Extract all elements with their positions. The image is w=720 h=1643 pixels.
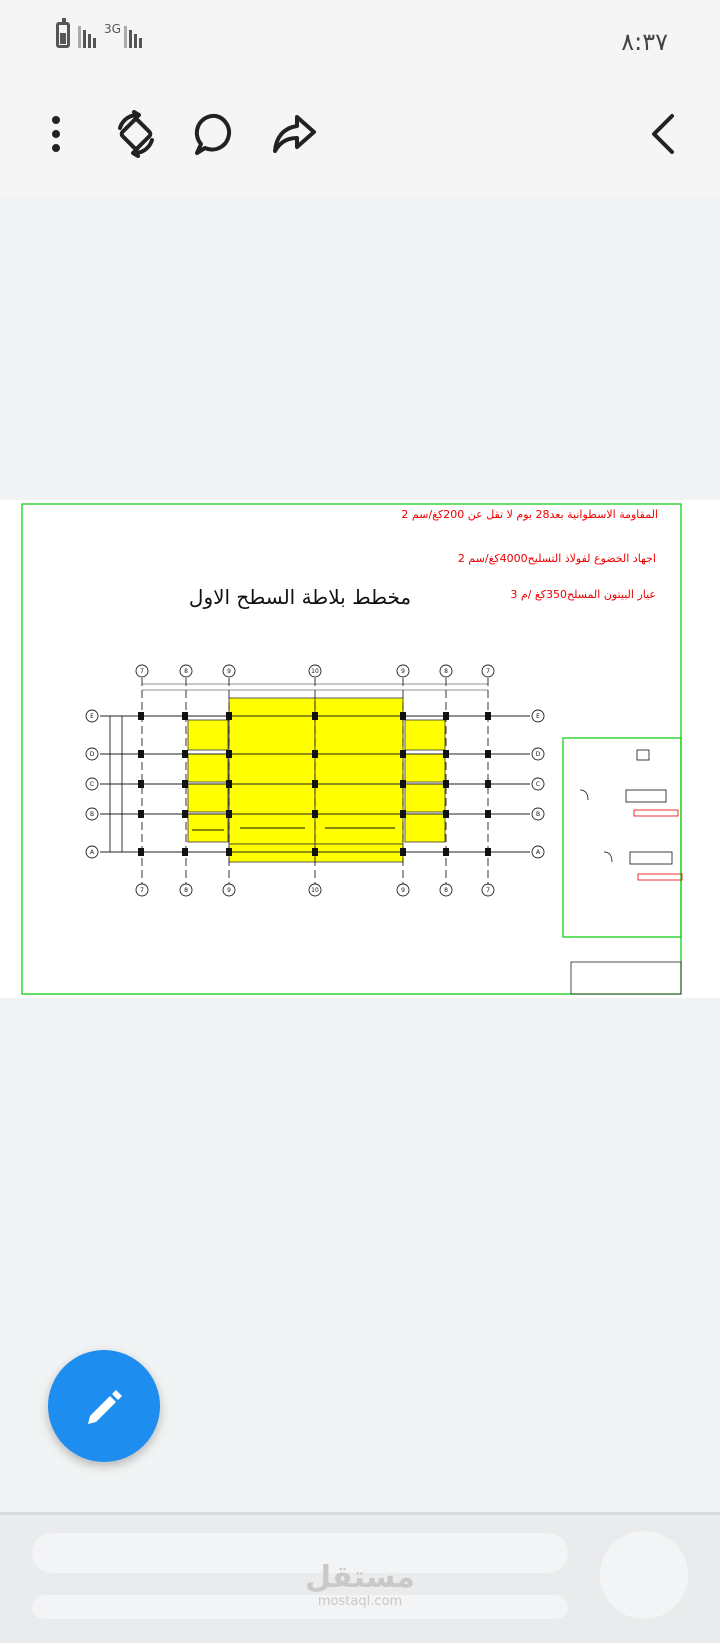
more-vertical-icon[interactable] <box>30 108 82 160</box>
note-steel-yield: اجهاد الخضوع لفولاذ التسليح4000كغ/سم 2 <box>457 552 656 565</box>
edit-icon <box>82 1384 126 1428</box>
watermark-arabic: مستقل <box>305 1560 415 1595</box>
network-type: 3G <box>104 22 121 36</box>
viewer-toolbar <box>0 80 720 196</box>
svg-text:7: 7 <box>140 668 144 675</box>
svg-text:9: 9 <box>401 887 405 894</box>
svg-text:B: B <box>89 811 95 818</box>
svg-text:8: 8 <box>184 887 188 894</box>
svg-text:7: 7 <box>486 887 490 894</box>
svg-text:8: 8 <box>444 668 448 675</box>
status-bar <box>0 0 720 80</box>
svg-text:9: 9 <box>227 668 231 675</box>
back-icon[interactable] <box>638 108 690 160</box>
watermark-latin: mostaql.com <box>317 1594 403 1609</box>
note-concrete-strength: المقاومة الاسطوانية بعد28 يوم لا تقل عن 200كغ/سم 2 <box>401 508 658 521</box>
svg-text:E: E <box>90 713 94 720</box>
svg-text:B: B <box>535 811 541 818</box>
svg-text:9: 9 <box>227 887 231 894</box>
svg-text:C: C <box>535 781 541 788</box>
document-viewer[interactable] <box>0 196 720 1512</box>
svg-text:9: 9 <box>401 668 405 675</box>
structural-drawing <box>0 500 720 998</box>
battery-icon <box>56 22 70 48</box>
document-page[interactable] <box>0 500 720 998</box>
svg-text:D: D <box>535 751 541 758</box>
svg-text:A: A <box>535 849 541 856</box>
signal-icon <box>78 24 96 48</box>
rotate-icon[interactable] <box>110 108 162 160</box>
svg-text:10: 10 <box>311 668 319 675</box>
svg-text:7: 7 <box>486 668 490 675</box>
svg-text:D: D <box>89 751 95 758</box>
signal-icon-2 <box>124 24 142 48</box>
svg-text:8: 8 <box>184 668 188 675</box>
svg-text:A: A <box>89 849 95 856</box>
svg-text:7: 7 <box>140 887 144 894</box>
comment-icon[interactable] <box>190 108 242 160</box>
svg-text:10: 10 <box>311 887 319 894</box>
svg-text:8: 8 <box>444 887 448 894</box>
svg-text:C: C <box>89 781 95 788</box>
edit-fab-button[interactable] <box>48 1350 160 1462</box>
svg-text:E: E <box>536 713 540 720</box>
placeholder-avatar <box>600 1531 688 1619</box>
note-concrete-grade: عيار البيتون المسلح350كغ /م 3 <box>510 588 656 601</box>
share-icon[interactable] <box>268 108 320 160</box>
clock: ٨:٣٧ <box>621 28 668 56</box>
plan-title: مخطط بلاطة السطح الاول <box>188 585 412 609</box>
